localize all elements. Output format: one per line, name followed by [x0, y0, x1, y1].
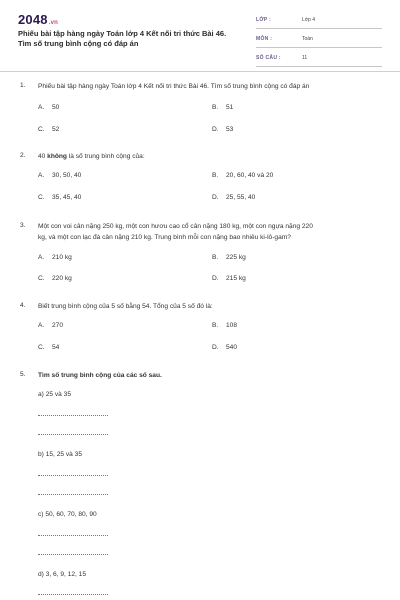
question-5: [20, 371, 382, 383]
option-b[interactable]: B. 225 kg: [212, 254, 246, 261]
question-number: 3.: [20, 222, 26, 229]
option-a[interactable]: A. 50: [38, 104, 60, 111]
worksheet-header: [18, 10, 382, 62]
question-1: [20, 82, 382, 142]
answer-line[interactable]: [38, 434, 108, 435]
part-a-label: a) 25 và 35: [38, 391, 71, 398]
question-text: Biết trung bình cộng của 5 số bằng 54. Tổng của 5 số đó là:: [38, 303, 213, 310]
option-d[interactable]: D. 53: [212, 126, 234, 133]
meta-panel: [256, 14, 382, 71]
question-text: Phiếu bài tập hàng ngày Toán lớp 4 Kết nối tri thức Bài 46. Tìm số trung bình cộng có đáp án: [38, 83, 310, 90]
answer-line[interactable]: [38, 475, 108, 476]
answer-line[interactable]: [38, 554, 108, 555]
meta-key: MÔN :: [256, 36, 273, 42]
question-text: Tìm số trung bình cộng của các số sau.: [38, 372, 162, 379]
meta-key: SỐ CÂU :: [256, 55, 281, 61]
meta-key: LỚP :: [256, 17, 272, 23]
answer-line[interactable]: [38, 494, 108, 495]
question-number: 2.: [20, 152, 26, 159]
worksheet-title: Phiếu bài tập hàng ngày Toán lớp 4 Kết nối tri thức Bài 46. Tìm số trung bình cộng có đáp án: [18, 29, 227, 48]
question-3: [20, 222, 382, 288]
option-d[interactable]: D. 215 kg: [212, 275, 246, 282]
meta-row-class: [256, 14, 382, 29]
meta-row-count: [256, 52, 382, 67]
question-number: 1.: [20, 82, 26, 89]
option-b[interactable]: B. 20, 60, 40 và 20: [212, 172, 274, 179]
meta-value: Toán: [302, 36, 313, 42]
part-d-label: d) 3, 6, 9, 12, 15: [38, 571, 87, 578]
option-b[interactable]: B. 51: [212, 104, 234, 111]
question-2: [20, 152, 382, 212]
option-a[interactable]: A. 270: [38, 322, 64, 329]
meta-value: 11: [302, 55, 308, 61]
question-text: 40 không là số trung bình cộng của:: [38, 153, 145, 160]
answer-line[interactable]: [38, 594, 108, 595]
option-c[interactable]: C. 52: [38, 126, 60, 133]
option-a[interactable]: A. 210 kg: [38, 254, 72, 261]
part-c-label: c) 50, 60, 70, 80, 90: [38, 511, 97, 518]
option-d[interactable]: D. 25, 55, 40: [212, 194, 256, 201]
meta-value: Lớp 4: [302, 17, 316, 23]
answer-line[interactable]: [38, 535, 108, 536]
option-c[interactable]: C. 35, 45, 40: [38, 194, 82, 201]
answer-line[interactable]: [38, 415, 108, 416]
meta-row-subject: [256, 33, 382, 48]
part-b-label: b) 15, 25 và 35: [38, 451, 82, 458]
site-logo[interactable]: 2048.vn: [18, 12, 59, 27]
option-b[interactable]: B. 108: [212, 322, 238, 329]
question-text: Một con voi cân nặng 250 kg, một con hươu cao cổ cân nặng 180 kg, một con ngựa nặng 220 kg, và một con lạc đà cân nặng 210 kg. Trung bình mỗi con nặng bao nhiêu ki-lô-gam?: [38, 223, 313, 241]
option-a[interactable]: A. 30, 50, 40: [38, 172, 82, 179]
option-c[interactable]: C. 54: [38, 344, 60, 351]
question-number: 4.: [20, 302, 26, 309]
header-divider: [0, 71, 400, 72]
option-c[interactable]: C. 220 kg: [38, 275, 72, 282]
question-4: [20, 302, 382, 362]
question-number: 5.: [20, 371, 26, 378]
option-d[interactable]: D. 540: [212, 344, 238, 351]
